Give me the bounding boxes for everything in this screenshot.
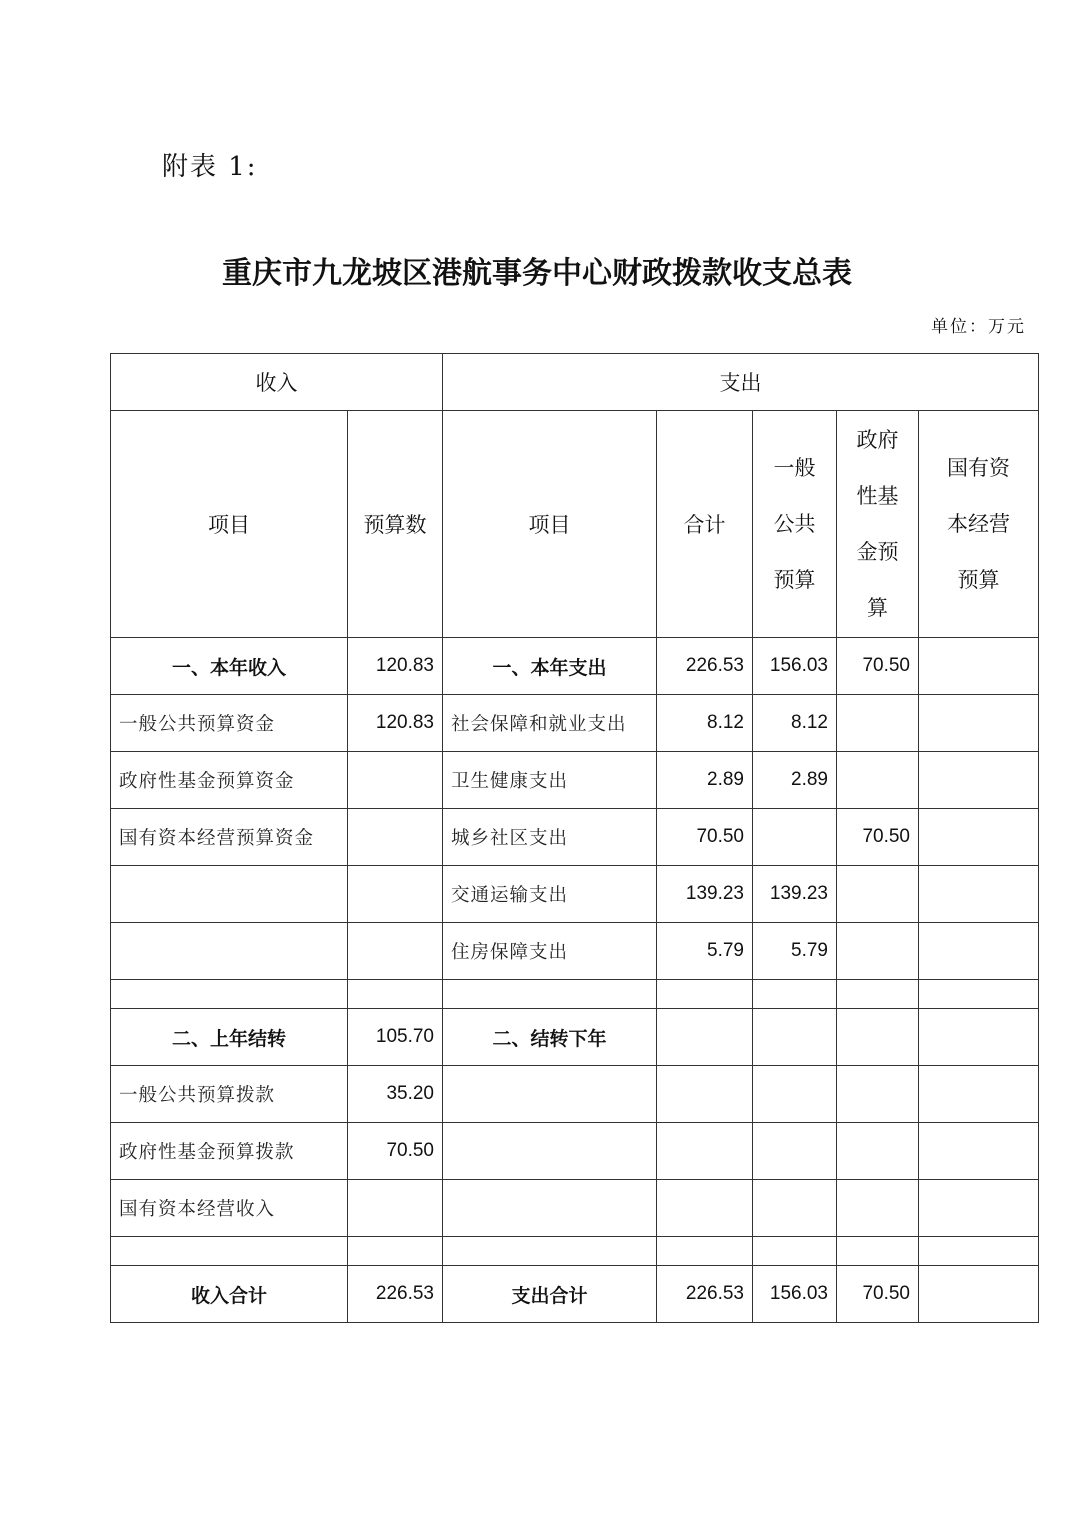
header-total: 合计 — [657, 411, 753, 638]
expense-state — [919, 638, 1039, 695]
income-item — [111, 1237, 348, 1266]
expense-item: 卫生健康支出 — [443, 752, 657, 809]
expense-item — [443, 1066, 657, 1123]
expense-item: 一、本年支出 — [443, 638, 657, 695]
table-row — [111, 923, 1039, 980]
header-state-line1: 国有资 — [947, 456, 1010, 480]
table-row — [111, 1009, 1039, 1066]
header-state-capital-budget — [919, 411, 1039, 638]
expense-total: 139.23 — [657, 866, 753, 923]
expense-item — [443, 1180, 657, 1237]
header-general-line1: 一般 — [773, 456, 816, 480]
income-amount — [348, 1180, 443, 1237]
expense-gov — [837, 1123, 919, 1180]
spacer-row — [111, 1237, 1039, 1266]
expense-item: 社会保障和就业支出 — [443, 695, 657, 752]
expense-general: 8.12 — [753, 695, 837, 752]
header-row-2 — [111, 411, 1039, 638]
expense-general: 156.03 — [753, 1266, 837, 1323]
expense-item — [443, 1237, 657, 1266]
expense-total: 5.79 — [657, 923, 753, 980]
income-item — [111, 923, 348, 980]
expense-state — [919, 1123, 1039, 1180]
expense-item — [443, 1123, 657, 1180]
income-item: 一般公共预算拨款 — [111, 1066, 348, 1123]
expense-total — [657, 1180, 753, 1237]
expense-total: 2.89 — [657, 752, 753, 809]
expense-general — [753, 809, 837, 866]
expense-gov — [837, 1009, 919, 1066]
income-item — [111, 980, 348, 1009]
income-amount: 120.83 — [348, 638, 443, 695]
budget-summary-table — [110, 353, 1039, 1323]
income-amount — [348, 752, 443, 809]
expense-state — [919, 695, 1039, 752]
table-row — [111, 866, 1039, 923]
expense-state — [919, 1237, 1039, 1266]
header-expense-item: 项目 — [443, 411, 657, 638]
expense-total — [657, 1123, 753, 1180]
expense-general: 156.03 — [753, 638, 837, 695]
expense-gov — [837, 866, 919, 923]
income-amount — [348, 1237, 443, 1266]
header-row-1 — [111, 354, 1039, 411]
header-general-line2: 公共 — [773, 512, 816, 536]
expense-total: 226.53 — [657, 638, 753, 695]
income-total-label: 收入合计 — [111, 1266, 348, 1323]
income-amount: 70.50 — [348, 1123, 443, 1180]
expense-general — [753, 980, 837, 1009]
expense-total — [657, 1237, 753, 1266]
expense-general: 139.23 — [753, 866, 837, 923]
income-amount — [348, 980, 443, 1009]
header-gov-line4: 算 — [867, 596, 888, 620]
expense-total: 70.50 — [657, 809, 753, 866]
table-row — [111, 809, 1039, 866]
header-gov-line1: 政府 — [856, 428, 899, 452]
expense-state — [919, 1009, 1039, 1066]
expense-state — [919, 980, 1039, 1009]
expense-gov: 70.50 — [837, 638, 919, 695]
header-income-item: 项目 — [111, 411, 348, 638]
income-item: 一、本年收入 — [111, 638, 348, 695]
expense-gov: 70.50 — [837, 1266, 919, 1323]
table-row — [111, 1123, 1039, 1180]
unit-label: 单位：万元 — [931, 317, 1026, 337]
expense-state — [919, 923, 1039, 980]
expense-total-label: 支出合计 — [443, 1266, 657, 1323]
expense-general — [753, 1123, 837, 1180]
expense-total: 8.12 — [657, 695, 753, 752]
expense-general — [753, 1009, 837, 1066]
header-gov-fund-budget — [837, 411, 919, 638]
expense-state — [919, 866, 1039, 923]
expense-gov — [837, 923, 919, 980]
expense-total — [657, 1009, 753, 1066]
income-amount: 120.83 — [348, 695, 443, 752]
header-state-line3: 预算 — [957, 568, 1000, 592]
expense-gov: 70.50 — [837, 809, 919, 866]
income-item: 国有资本经营预算资金 — [111, 809, 348, 866]
expense-total: 226.53 — [657, 1266, 753, 1323]
header-gov-line3: 金预 — [856, 540, 899, 564]
header-state-line2: 本经营 — [947, 512, 1010, 536]
expense-general — [753, 1237, 837, 1266]
income-item: 一般公共预算资金 — [111, 695, 348, 752]
expense-total — [657, 980, 753, 1009]
expense-item: 二、结转下年 — [443, 1009, 657, 1066]
expense-state — [919, 1180, 1039, 1237]
expense-gov — [837, 752, 919, 809]
expense-gov — [837, 980, 919, 1009]
income-amount: 35.20 — [348, 1066, 443, 1123]
table-row — [111, 695, 1039, 752]
header-general-budget — [753, 411, 837, 638]
spacer-row — [111, 980, 1039, 1009]
table-row — [111, 752, 1039, 809]
expense-state — [919, 752, 1039, 809]
expense-gov — [837, 1237, 919, 1266]
expense-state — [919, 1266, 1039, 1323]
income-item: 政府性基金预算资金 — [111, 752, 348, 809]
expense-gov — [837, 695, 919, 752]
expense-general — [753, 1066, 837, 1123]
expense-total — [657, 1066, 753, 1123]
income-item: 二、上年结转 — [111, 1009, 348, 1066]
attachment-label: 附表 1: — [162, 152, 258, 182]
expense-gov — [837, 1066, 919, 1123]
income-item — [111, 866, 348, 923]
expense-general: 5.79 — [753, 923, 837, 980]
header-income: 收入 — [111, 354, 443, 411]
expense-state — [919, 1066, 1039, 1123]
header-general-line3: 预算 — [773, 568, 816, 592]
expense-general — [753, 1180, 837, 1237]
expense-item: 住房保障支出 — [443, 923, 657, 980]
income-amount: 105.70 — [348, 1009, 443, 1066]
income-amount — [348, 809, 443, 866]
table-row — [111, 638, 1039, 695]
header-gov-line2: 性基 — [856, 484, 899, 508]
header-expense: 支出 — [443, 354, 1039, 411]
income-total-amount: 226.53 — [348, 1266, 443, 1323]
expense-item: 交通运输支出 — [443, 866, 657, 923]
expense-item — [443, 980, 657, 1009]
expense-general: 2.89 — [753, 752, 837, 809]
table-row — [111, 1180, 1039, 1237]
expense-gov — [837, 1180, 919, 1237]
income-item: 政府性基金预算拨款 — [111, 1123, 348, 1180]
income-amount — [348, 923, 443, 980]
totals-row — [111, 1266, 1039, 1323]
income-amount — [348, 866, 443, 923]
table-row — [111, 1066, 1039, 1123]
income-item: 国有资本经营收入 — [111, 1180, 348, 1237]
page-title: 重庆市九龙坡区港航事务中心财政拨款收支总表 — [222, 256, 852, 291]
expense-item: 城乡社区支出 — [443, 809, 657, 866]
header-budget: 预算数 — [348, 411, 443, 638]
expense-state — [919, 809, 1039, 866]
